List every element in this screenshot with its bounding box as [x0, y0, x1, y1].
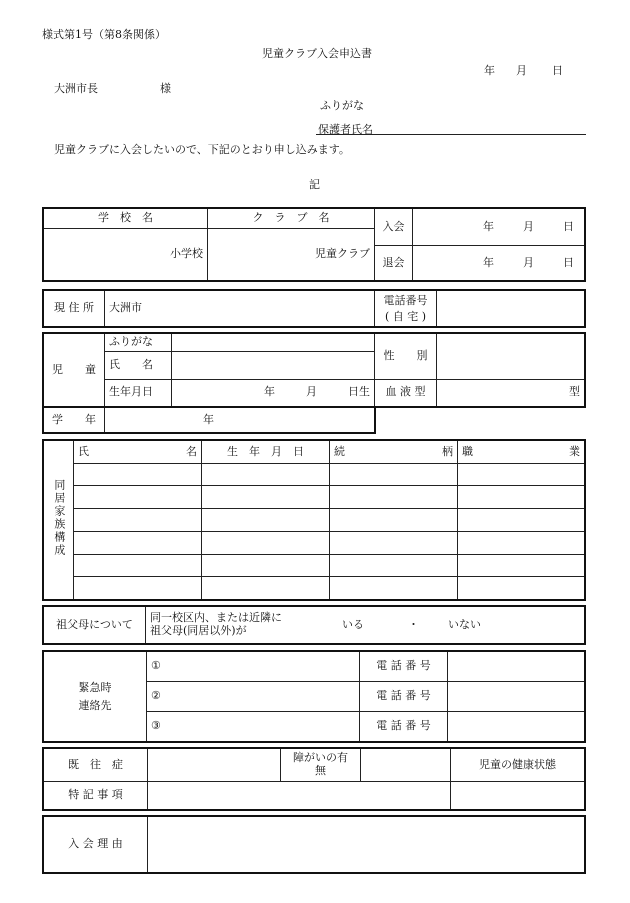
address-table — [43, 290, 585, 327]
health-state-field[interactable] — [451, 782, 585, 810]
family-cell[interactable] — [458, 531, 585, 554]
grade-label: 学 年 — [44, 408, 105, 433]
grade-field[interactable] — [105, 408, 375, 433]
history-field[interactable] — [148, 749, 281, 782]
disability-label-2: 無 — [315, 763, 326, 777]
family-cell[interactable] — [202, 531, 330, 554]
club-suffix: 児童クラブ — [315, 246, 370, 260]
family-cell[interactable] — [330, 486, 458, 509]
emergency-label — [44, 652, 147, 742]
grandparents-dot: ・ — [408, 618, 419, 631]
grandparents-line1: 同一校区内、または近隣に — [150, 611, 282, 625]
table-row — [44, 463, 585, 486]
family-cell[interactable] — [330, 509, 458, 532]
family-cell[interactable] — [330, 554, 458, 577]
disability-label — [281, 749, 361, 782]
guardian-name-line[interactable] — [316, 133, 586, 135]
child-furigana-field[interactable] — [172, 334, 375, 352]
emergency-contact-2[interactable] — [147, 682, 360, 712]
family-cell[interactable] — [330, 463, 458, 486]
date-year: 年 — [484, 64, 495, 77]
leave-year: 年 — [483, 255, 494, 269]
join-year: 年 — [483, 219, 494, 233]
family-cell[interactable] — [458, 577, 585, 600]
emergency-phone-label-2: 電 話 番 号 — [360, 682, 448, 712]
leave-date[interactable] — [413, 246, 585, 281]
birth-day: 日生 — [348, 385, 370, 399]
family-cell[interactable] — [458, 509, 585, 532]
emergency-number-3: ③ — [151, 719, 161, 733]
school-field[interactable] — [44, 228, 208, 280]
date-day: 日 — [552, 64, 563, 77]
col-birth: 生 年 月 日 — [202, 441, 330, 464]
date-month: 月 — [516, 64, 527, 77]
family-cell[interactable] — [458, 554, 585, 577]
family-cell[interactable] — [202, 463, 330, 486]
address-value: 大洲市 — [109, 301, 142, 315]
emergency-contact-1[interactable] — [147, 652, 360, 682]
family-table — [43, 440, 585, 600]
school-club-table — [43, 208, 585, 281]
emergency-phone-label-3: 電 話 番 号 — [360, 712, 448, 742]
family-section-text: 同居家族構成 — [52, 479, 66, 558]
disability-label-1: 障がいの有 — [293, 751, 348, 764]
grandparents-yes[interactable]: いる — [342, 618, 364, 631]
family-cell[interactable] — [74, 509, 202, 532]
child-name-label: 氏 名 — [105, 352, 172, 379]
address-field[interactable] — [105, 291, 375, 327]
blood-label: 血 液 型 — [375, 379, 437, 406]
sex-field[interactable] — [437, 334, 585, 380]
ki-label: 記 — [309, 178, 320, 191]
intro-text: 児童クラブに入会したいので、下記のとおり申し込みます。 — [54, 143, 350, 156]
form-title: 児童クラブ入会申込書 — [262, 47, 372, 60]
join-date[interactable] — [413, 209, 585, 246]
reason-table — [43, 816, 585, 873]
emergency-contact-3[interactable] — [147, 712, 360, 742]
child-section-label: 児 童 — [44, 334, 105, 407]
join-label: 入会 — [375, 209, 413, 246]
grade-suffix: 年 — [203, 412, 214, 426]
birth-month: 月 — [306, 385, 317, 399]
addressee: 大洲市長 — [54, 82, 98, 95]
blood-suffix: 型 — [569, 385, 580, 399]
birth-year: 年 — [264, 385, 275, 399]
child-table — [43, 333, 585, 407]
join-month: 月 — [523, 219, 534, 233]
grandparents-label: 祖父母について — [44, 607, 146, 644]
guardian-furigana-label: ふりがな — [320, 99, 364, 112]
guardian-name-label: 保護者氏名 — [318, 123, 373, 136]
grade-table — [43, 407, 375, 433]
phone-home-label — [375, 291, 437, 327]
emergency-number-2: ② — [151, 689, 161, 703]
sex-label: 性 別 — [375, 334, 437, 380]
family-cell[interactable] — [458, 463, 585, 486]
emergency-phone-field-1[interactable] — [448, 652, 585, 682]
family-cell[interactable] — [74, 463, 202, 486]
family-cell[interactable] — [330, 577, 458, 600]
health-state-label: 児童の健康状態 — [451, 749, 585, 782]
leave-label: 退会 — [375, 246, 413, 281]
family-cell[interactable] — [74, 554, 202, 577]
history-label: 既 往 症 — [44, 749, 148, 782]
col-name: 氏 名 — [74, 441, 202, 464]
school-suffix: 小学校 — [170, 246, 203, 260]
leave-day: 日 — [563, 255, 574, 269]
family-cell[interactable] — [74, 531, 202, 554]
family-cell[interactable] — [458, 486, 585, 509]
notes-field[interactable] — [148, 782, 451, 810]
child-name-field[interactable] — [172, 352, 375, 379]
family-section-label — [44, 441, 74, 600]
family-cell[interactable] — [202, 577, 330, 600]
join-day: 日 — [563, 219, 574, 233]
health-table — [43, 748, 585, 810]
grandparents-line2: 祖父母(同居以外)が — [150, 624, 247, 637]
addressee-honorific: 様 — [160, 82, 171, 95]
table-row — [44, 531, 585, 554]
phone-home-field[interactable] — [437, 291, 585, 327]
emergency-label-2: 連絡先 — [78, 698, 112, 712]
grandparents-field[interactable] — [146, 607, 585, 644]
emergency-phone-field-2[interactable] — [448, 682, 585, 712]
col-job: 職 業 — [458, 441, 585, 464]
table-row — [44, 509, 585, 532]
grandparents-table — [43, 606, 585, 644]
birth-field[interactable] — [172, 379, 375, 406]
emergency-number-1: ① — [151, 659, 161, 673]
family-cell[interactable] — [202, 486, 330, 509]
table-row — [44, 486, 585, 509]
birth-label: 生年月日 — [105, 379, 172, 406]
col-relation: 続 柄 — [330, 441, 458, 464]
emergency-label-1: 緊急時 — [78, 680, 112, 694]
form-number: 様式第1号（第8条関係） — [42, 28, 166, 41]
family-cell[interactable] — [202, 554, 330, 577]
club-header: ク ラ ブ 名 — [208, 209, 375, 229]
phone-label-2: ( 自 宅 ) — [384, 309, 427, 323]
school-header: 学 校 名 — [44, 209, 208, 229]
leave-month: 月 — [523, 255, 534, 269]
family-cell[interactable] — [202, 509, 330, 532]
emergency-phone-label-1: 電 話 番 号 — [360, 652, 448, 682]
table-row — [44, 577, 585, 600]
emergency-phone-field-3[interactable] — [448, 712, 585, 742]
notes-label: 特 記 事 項 — [44, 782, 148, 810]
club-field[interactable] — [208, 228, 375, 280]
reason-field[interactable] — [148, 817, 585, 873]
disability-field[interactable] — [361, 749, 451, 782]
grandparents-no[interactable]: いない — [448, 618, 481, 631]
table-row — [44, 554, 585, 577]
family-cell[interactable] — [330, 531, 458, 554]
family-cell[interactable] — [74, 577, 202, 600]
emergency-table — [43, 651, 585, 742]
phone-label-1: 電話番号 — [383, 294, 428, 308]
child-furigana-label: ふりがな — [105, 334, 172, 352]
family-cell[interactable] — [74, 486, 202, 509]
address-label: 現 住 所 — [44, 291, 105, 327]
reason-label: 入 会 理 由 — [44, 817, 148, 873]
blood-field[interactable] — [437, 379, 585, 406]
